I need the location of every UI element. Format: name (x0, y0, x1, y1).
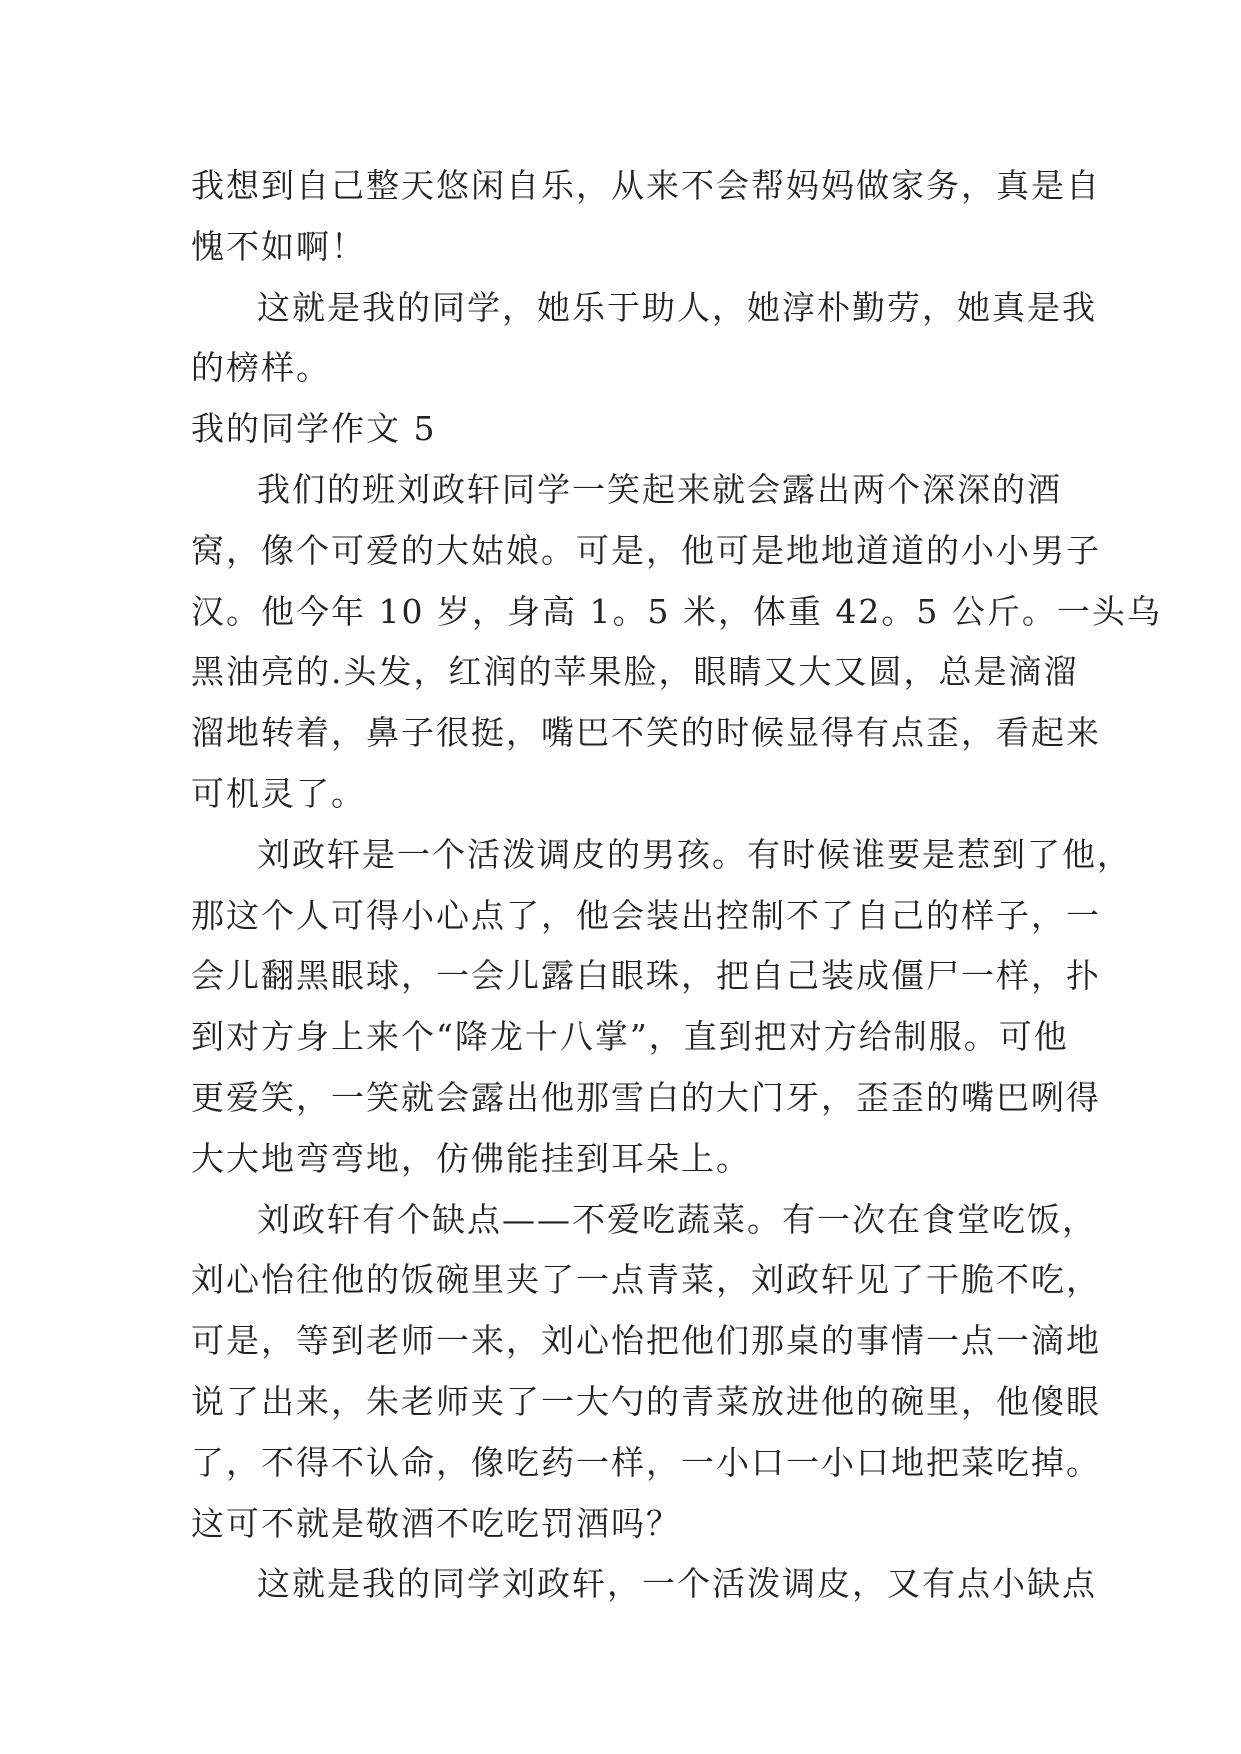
text-line: 溜地转着，鼻子很挺，嘴巴不笑的时候显得有点歪，看起来 (191, 713, 1101, 753)
paragraph-start-line: 这就是我的同学，她乐于助人，她淳朴勤劳，她真是我 (257, 287, 1097, 327)
paragraph-start-line: 刘政轩有个缺点——不爱吃蔬菜。有一次在食堂吃饭， (257, 1199, 1097, 1239)
text-line: 了，不得不认命，像吃药一样，一小口一小口地把菜吃掉。 (191, 1442, 1101, 1482)
text-line: 汉。他今年 10 岁，身高 1。5 米，体重 42。5 公斤。一头乌 (191, 591, 1162, 631)
text-line: 的榜样。 (191, 348, 331, 388)
text-line: 刘心怡往他的饭碗里夹了一点青菜，刘政轩见了干脆不吃， (191, 1260, 1101, 1300)
text-line: 愧不如啊！ (191, 226, 366, 266)
text-line: 可机灵了。 (191, 773, 366, 813)
text-line: 那这个人可得小心点了，他会装出控制不了自己的样子，一 (191, 895, 1101, 935)
text-line: 我想到自己整天悠闲自乐，从来不会帮妈妈做家务，真是自 (191, 166, 1101, 205)
text-line: 会儿翻黑眼球，一会儿露白眼珠，把自己装成僵尸一样，扑 (191, 956, 1101, 996)
text-line: 更爱笑，一笑就会露出他那雪白的大门牙，歪歪的嘴巴咧得 (191, 1077, 1101, 1117)
document-body (191, 156, 1162, 1615)
text-line: 这可不就是敬酒不吃吃罚酒吗？ (191, 1503, 681, 1543)
paragraph-start-line: 这就是我的同学刘政轩，一个活泼调皮，又有点小缺点 (257, 1564, 1097, 1604)
text-line: 大大地弯弯地，仿佛能挂到耳朵上。 (191, 1138, 751, 1178)
paragraph-start-line: 我们的班刘政轩同学一笑起来就会露出两个深深的酒 (257, 469, 1062, 509)
text-line: 说了出来，朱老师夹了一大勺的青菜放进他的碗里，他傻眼 (191, 1381, 1101, 1421)
text-line: 黑油亮的.头发，红润的苹果脸，眼睛又大又圆，总是滴溜 (191, 652, 1079, 692)
text-line: 可是，等到老师一来，刘心怡把他们那桌的事情一点一滴地 (191, 1321, 1101, 1361)
text-line: 到对方身上来个“降龙十八掌”，直到把对方给制服。可他 (191, 1017, 1069, 1057)
text-line: 窝，像个可爱的大姑娘。可是，他可是地地道道的小小男子 (191, 530, 1101, 570)
section-heading: 我的同学作文 5 (191, 409, 437, 449)
paragraph-start-line: 刘政轩是一个活泼调皮的男孩。有时候谁要是惹到了他， (257, 834, 1132, 874)
